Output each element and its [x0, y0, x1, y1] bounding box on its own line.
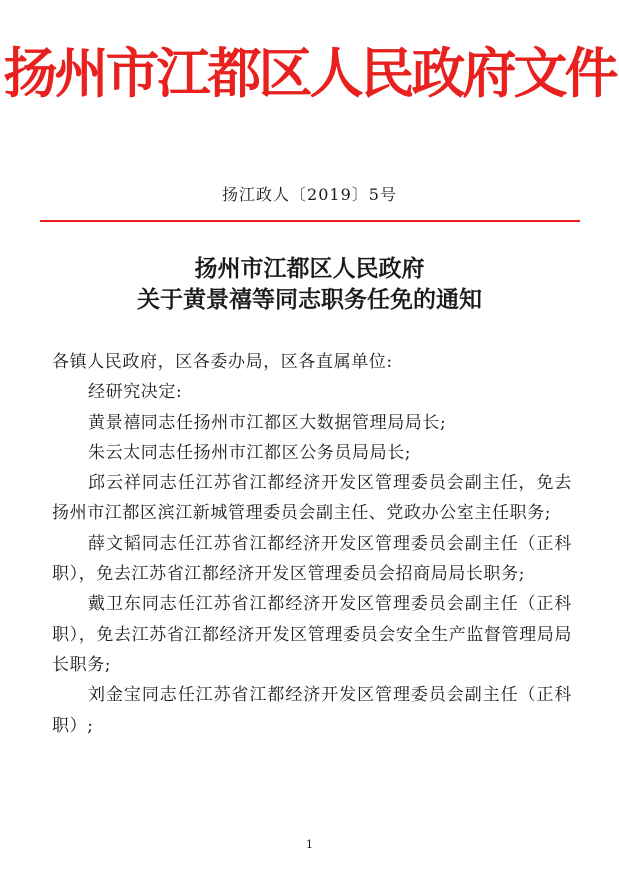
document-masthead: 扬州市江都区人民政府文件	[3, 41, 616, 105]
document-number: 扬江政人〔2019〕5号	[222, 185, 397, 204]
notice-title-line-2: 关于黄景禧等同志职务任免的通知	[137, 286, 482, 313]
notice-title-line-1: 扬州市江都区人民政府	[194, 255, 425, 282]
red-divider-line	[40, 220, 580, 222]
paragraph-appointment: 戴卫东同志任江苏省江都经济开发区管理委员会副主任（正科职），免去江苏省江都经济开发区管理委员会安全生产监督管理局局长职务;	[52, 594, 572, 675]
salutation: 各镇人民政府，区各委办局，区各直属单位:	[52, 352, 393, 372]
paragraph-appointment: 薛文韬同志任江苏省江都经济开发区管理委员会副主任（正科职），免去江苏省江都经济开发区管理委员会招商局局长职务;	[52, 533, 572, 585]
paragraph-appointment: 黄景禧同志任扬州市江都区大数据管理局局长;	[88, 412, 447, 433]
paragraph-decision-intro: 经研究决定:	[88, 382, 183, 403]
notice-body	[52, 347, 572, 741]
paragraph-appointment: 刘金宝同志任江苏省江都经济开发区管理委员会副主任（正科职）;	[52, 685, 572, 736]
paragraph-appointment: 邱云祥同志任江苏省江都经济开发区管理委员会副主任，免去扬州市江都区滨江新城管理委员会副主任、党政办公室主任职务;	[52, 473, 572, 524]
paragraph-appointment: 朱云太同志任扬州市江都区公务员局局长;	[88, 442, 412, 463]
page-number: 1	[306, 838, 313, 851]
